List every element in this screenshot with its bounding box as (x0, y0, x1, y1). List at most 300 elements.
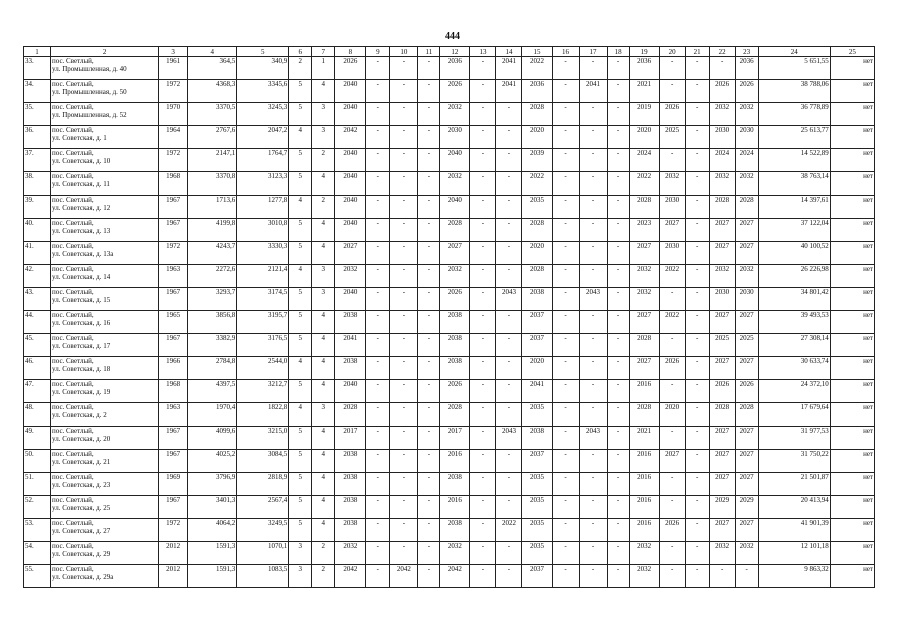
table-cell: 2016 (629, 472, 659, 495)
table-cell: 2147,1 (188, 149, 237, 172)
table-cell: - (496, 172, 522, 195)
table-cell: - (685, 334, 709, 357)
table-cell: - (390, 403, 418, 426)
table-cell: 2027 (659, 449, 685, 472)
table-cell: - (659, 426, 685, 449)
table-row (24, 426, 875, 449)
address-street: ул. Советская, д. 18 (52, 365, 111, 374)
table-cell: - (470, 149, 496, 172)
table-cell: 2022 (522, 172, 552, 195)
table-cell: 2037 (522, 565, 552, 588)
table-cell: 2030 (440, 126, 470, 149)
address-street: ул. Советская, д. 11 (52, 180, 110, 189)
column-header: 2 (51, 47, 159, 57)
table-cell: - (607, 380, 629, 403)
table-cell: - (418, 357, 440, 380)
table-cell: 2027 (735, 426, 758, 449)
address-locality: пос. Светлый, (52, 565, 94, 574)
address-locality: пос. Светлый, (52, 103, 94, 112)
table-cell: - (418, 495, 440, 518)
table-cell: - (496, 403, 522, 426)
address-cell (51, 264, 159, 287)
column-header: 1 (24, 47, 51, 57)
table-cell: - (418, 218, 440, 241)
table-cell: - (579, 403, 607, 426)
table-cell: 1967 (159, 195, 188, 218)
table-cell: 31 977,53 (758, 426, 830, 449)
address-street: ул. Советская, д. 23 (52, 480, 111, 489)
table-cell: - (607, 403, 629, 426)
column-header: 16 (552, 47, 579, 57)
row-number: 55. (24, 565, 51, 588)
table-row (24, 241, 875, 264)
table-cell: - (418, 57, 440, 80)
table-cell: 2022 (659, 311, 685, 334)
table-cell: 1 (312, 57, 335, 80)
table-cell: 4 (312, 334, 335, 357)
table-cell: - (552, 149, 579, 172)
table-cell: нет (830, 172, 874, 195)
address-street: ул. Советская, д. 15 (52, 295, 111, 304)
table-cell: нет (830, 57, 874, 80)
table-cell: 2016 (629, 518, 659, 541)
table-cell: - (496, 472, 522, 495)
table-cell: - (390, 311, 418, 334)
table-cell: 3796,9 (188, 472, 237, 495)
table-cell: 2032 (629, 565, 659, 588)
table-cell: - (390, 149, 418, 172)
table-cell: 2027 (735, 518, 758, 541)
table-row (24, 565, 875, 588)
table-cell: - (418, 287, 440, 310)
address-locality: пос. Светлый, (52, 449, 94, 458)
table-row (24, 103, 875, 126)
table-cell: - (390, 287, 418, 310)
table-cell: - (366, 357, 390, 380)
table-cell: - (607, 472, 629, 495)
table-cell: 2017 (335, 426, 366, 449)
address-locality: пос. Светлый, (52, 357, 94, 366)
table-cell: нет (830, 357, 874, 380)
table-cell: 2027 (735, 311, 758, 334)
table-cell: - (390, 541, 418, 564)
table-cell: 2032 (735, 172, 758, 195)
table-cell: 1713,6 (188, 195, 237, 218)
table-cell: - (607, 565, 629, 588)
table-cell: - (552, 472, 579, 495)
table-cell: 1967 (159, 426, 188, 449)
table-row (24, 518, 875, 541)
table-cell: 1972 (159, 149, 188, 172)
table-cell: - (470, 103, 496, 126)
table-cell: 20 413,94 (758, 495, 830, 518)
table-cell: - (496, 149, 522, 172)
table-cell: - (552, 541, 579, 564)
column-header: 4 (188, 47, 237, 57)
table-row (24, 172, 875, 195)
table-cell: 3401,3 (188, 495, 237, 518)
table-cell: - (579, 565, 607, 588)
table-cell: 1964 (159, 126, 188, 149)
table-cell: 2027 (335, 241, 366, 264)
table-cell: 2040 (335, 103, 366, 126)
address-cell (51, 311, 159, 334)
table-cell: - (496, 264, 522, 287)
table-cell: 2027 (629, 357, 659, 380)
table-row (24, 334, 875, 357)
table-cell: - (418, 472, 440, 495)
table-cell: 5 (289, 218, 312, 241)
table-cell: 2040 (335, 80, 366, 103)
table-cell: 5 (289, 103, 312, 126)
table-cell: - (496, 449, 522, 472)
table-cell: - (685, 195, 709, 218)
table-cell: 2038 (440, 334, 470, 357)
table-cell: 5 (289, 311, 312, 334)
table-cell: 1970,4 (188, 403, 237, 426)
address-locality: пос. Светлый, (52, 241, 94, 250)
table-cell: 2032 (335, 541, 366, 564)
table-cell: - (685, 149, 709, 172)
table-cell: 2041 (579, 80, 607, 103)
table-cell: 2027 (709, 426, 735, 449)
table-cell: - (470, 287, 496, 310)
table-cell: 2028 (629, 334, 659, 357)
table-cell: - (552, 518, 579, 541)
table-cell: 1822,8 (237, 403, 289, 426)
table-cell: - (366, 172, 390, 195)
table-cell: 2035 (522, 541, 552, 564)
address-cell (51, 334, 159, 357)
table-cell: 2036 (440, 57, 470, 80)
table-row (24, 80, 875, 103)
address-locality: пос. Светлый, (52, 149, 94, 158)
table-row (24, 495, 875, 518)
table-cell: 17 679,64 (758, 403, 830, 426)
table-cell: 34 801,42 (758, 287, 830, 310)
table-cell: 3 (312, 126, 335, 149)
table-cell: 1972 (159, 518, 188, 541)
row-number: 42. (24, 264, 51, 287)
table-cell: - (552, 449, 579, 472)
table-cell: 2027 (629, 311, 659, 334)
table-cell: - (552, 403, 579, 426)
table-cell: нет (830, 403, 874, 426)
address-street: ул. Советская, д. 12 (52, 203, 111, 212)
table-cell: нет (830, 565, 874, 588)
table-cell: 2035 (522, 495, 552, 518)
table-cell: 2032 (735, 264, 758, 287)
table-cell: - (390, 449, 418, 472)
table-cell: 2 (312, 565, 335, 588)
table-cell: 5 (289, 518, 312, 541)
table-cell: - (470, 403, 496, 426)
column-header: 19 (629, 47, 659, 57)
table-cell: - (470, 218, 496, 241)
table-cell: - (552, 218, 579, 241)
table-cell: - (607, 449, 629, 472)
table-cell: нет (830, 311, 874, 334)
table-cell: нет (830, 241, 874, 264)
table-cell: - (552, 195, 579, 218)
table-cell: - (607, 218, 629, 241)
table-cell: 2026 (659, 103, 685, 126)
table-cell: - (366, 518, 390, 541)
table-cell: 2027 (735, 241, 758, 264)
table-cell: 2024 (629, 149, 659, 172)
table-cell: - (659, 472, 685, 495)
table-cell: 2041 (496, 80, 522, 103)
table-cell: 1968 (159, 172, 188, 195)
address-street: ул. Советская, д. 29 (52, 549, 111, 558)
table-cell: 2038 (335, 311, 366, 334)
column-header: 22 (709, 47, 735, 57)
table-cell: - (579, 172, 607, 195)
table-cell: - (607, 264, 629, 287)
table-cell: - (366, 126, 390, 149)
table-row (24, 149, 875, 172)
address-locality: пос. Светлый, (52, 287, 94, 296)
address-locality: пос. Светлый, (52, 403, 94, 412)
table-cell: - (390, 380, 418, 403)
table-cell: нет (830, 518, 874, 541)
table-cell: - (607, 172, 629, 195)
table-cell: - (552, 426, 579, 449)
row-number: 51. (24, 472, 51, 495)
table-cell: 2040 (335, 287, 366, 310)
table-cell: 2020 (522, 241, 552, 264)
table-cell: 25 613,77 (758, 126, 830, 149)
table-cell: 2028 (629, 195, 659, 218)
address-cell (51, 172, 159, 195)
table-cell: - (496, 311, 522, 334)
table-cell: 2025 (659, 126, 685, 149)
table-cell: 4 (289, 126, 312, 149)
table-cell: - (685, 518, 709, 541)
column-number-header (24, 47, 875, 57)
row-number: 47. (24, 380, 51, 403)
table-cell: 5 (289, 495, 312, 518)
table-cell: 3195,7 (237, 311, 289, 334)
table-cell: 2020 (629, 126, 659, 149)
table-cell: - (390, 495, 418, 518)
table-cell: 4 (312, 218, 335, 241)
table-cell: 9 863,32 (758, 565, 830, 588)
table-cell: 2032 (709, 103, 735, 126)
column-header: 3 (159, 47, 188, 57)
table-cell: 5 (289, 149, 312, 172)
table-cell: - (470, 57, 496, 80)
table-cell: 4 (312, 172, 335, 195)
column-header: 25 (830, 47, 874, 57)
table-cell: - (659, 495, 685, 518)
table-cell: - (552, 311, 579, 334)
table-cell: - (709, 565, 735, 588)
table-cell: 2038 (335, 357, 366, 380)
table-cell: 1968 (159, 380, 188, 403)
address-street: ул. Промышленная, д. 52 (52, 111, 127, 120)
table-cell: - (685, 241, 709, 264)
table-cell: 1966 (159, 357, 188, 380)
address-locality: пос. Светлый, (52, 495, 94, 504)
table-cell: нет (830, 80, 874, 103)
table-cell: - (685, 57, 709, 80)
table-cell: нет (830, 287, 874, 310)
table-cell: 3330,3 (237, 241, 289, 264)
column-header: 14 (496, 47, 522, 57)
table-cell: 4 (312, 80, 335, 103)
table-cell: 2032 (735, 103, 758, 126)
table-cell: - (659, 80, 685, 103)
table-cell: 2032 (440, 264, 470, 287)
address-locality: пос. Светлый, (52, 218, 94, 227)
row-number: 49. (24, 426, 51, 449)
table-cell: - (552, 241, 579, 264)
table-cell: 3293,7 (188, 287, 237, 310)
table-cell: - (552, 57, 579, 80)
table-cell: - (470, 541, 496, 564)
table-cell: 2041 (522, 380, 552, 403)
table-cell: - (685, 565, 709, 588)
table-row (24, 195, 875, 218)
table-cell: 2032 (709, 172, 735, 195)
table-cell: 2028 (440, 403, 470, 426)
table-cell: 3212,7 (237, 380, 289, 403)
table-cell: 4397,5 (188, 380, 237, 403)
table-cell: 4 (289, 357, 312, 380)
table-cell: - (390, 80, 418, 103)
table-cell: 2017 (440, 426, 470, 449)
table-cell: нет (830, 334, 874, 357)
column-header: 21 (685, 47, 709, 57)
table-cell: 2040 (335, 172, 366, 195)
table-cell: 2040 (440, 149, 470, 172)
table-cell: 2032 (709, 541, 735, 564)
table-cell: - (418, 518, 440, 541)
table-cell: - (366, 449, 390, 472)
table-row (24, 287, 875, 310)
table-cell: 2024 (709, 149, 735, 172)
table-cell: нет (830, 426, 874, 449)
address-street: ул. Советская, д. 19 (52, 388, 111, 397)
table-cell: - (470, 195, 496, 218)
address-locality: пос. Светлый, (52, 472, 94, 481)
table-cell: - (607, 80, 629, 103)
table-cell: 2042 (335, 565, 366, 588)
page-number: 444 (445, 31, 460, 42)
table-cell: 41 901,39 (758, 518, 830, 541)
table-cell: 2784,8 (188, 357, 237, 380)
table-cell: - (552, 357, 579, 380)
table-cell: 2038 (522, 287, 552, 310)
table-cell: 4 (312, 357, 335, 380)
table-cell: 5 (289, 449, 312, 472)
table-cell: - (659, 287, 685, 310)
table-cell: 2027 (735, 449, 758, 472)
address-street: ул. Промышленная, д. 40 (52, 65, 127, 73)
table-cell: 1967 (159, 287, 188, 310)
table-cell: - (390, 103, 418, 126)
table-cell: 3215,0 (237, 426, 289, 449)
table-cell: 2028 (335, 403, 366, 426)
table-cell: 3 (312, 264, 335, 287)
table-cell: 2012 (159, 565, 188, 588)
table-cell: - (390, 241, 418, 264)
address-locality: пос. Светлый, (52, 264, 94, 273)
table-cell: 2 (289, 57, 312, 80)
row-number: 45. (24, 334, 51, 357)
table-cell: 2032 (709, 264, 735, 287)
table-cell: нет (830, 218, 874, 241)
row-number: 43. (24, 287, 51, 310)
address-cell (51, 103, 159, 126)
table-cell: 2035 (522, 518, 552, 541)
table-cell: 2038 (440, 357, 470, 380)
table-cell: - (579, 380, 607, 403)
table-cell: - (366, 334, 390, 357)
table-cell: - (607, 495, 629, 518)
table-cell: 5 (289, 287, 312, 310)
address-cell (51, 449, 159, 472)
table-cell: 4 (312, 380, 335, 403)
table-cell: - (470, 495, 496, 518)
address-locality: пос. Светлый, (52, 80, 94, 89)
table-cell: - (470, 264, 496, 287)
table-cell: - (685, 541, 709, 564)
table-cell: 1963 (159, 264, 188, 287)
table-cell: 2032 (440, 541, 470, 564)
table-cell: 4099,6 (188, 426, 237, 449)
table-cell: - (496, 103, 522, 126)
table-cell: 2016 (440, 449, 470, 472)
table-cell: - (685, 357, 709, 380)
address-cell (51, 426, 159, 449)
address-cell (51, 57, 159, 80)
table-cell: 2025 (709, 334, 735, 357)
table-cell: - (366, 287, 390, 310)
table-cell: 2037 (522, 449, 552, 472)
address-street: ул. Советская, д. 20 (52, 434, 111, 443)
address-street: ул. Советская, д. 13 (52, 226, 111, 235)
address-locality: пос. Светлый, (52, 541, 94, 550)
table-cell: 2030 (735, 287, 758, 310)
table-cell: - (418, 103, 440, 126)
table-cell: - (470, 126, 496, 149)
table-cell: - (607, 287, 629, 310)
table-cell: 3856,8 (188, 311, 237, 334)
address-cell (51, 241, 159, 264)
row-number: 33. (24, 57, 51, 80)
table-cell: нет (830, 449, 874, 472)
row-number: 41. (24, 241, 51, 264)
row-number: 46. (24, 357, 51, 380)
address-locality: пос. Светлый, (52, 57, 94, 65)
table-cell: 2028 (709, 195, 735, 218)
address-street: ул. Советская, д. 2 (52, 411, 107, 420)
header-row (24, 47, 875, 57)
table-cell: 2032 (335, 264, 366, 287)
table-cell: 31 750,22 (758, 449, 830, 472)
table-cell: - (390, 334, 418, 357)
table-cell: 4 (312, 311, 335, 334)
table-cell: - (552, 495, 579, 518)
table-cell: - (685, 495, 709, 518)
table-cell: 2026 (335, 57, 366, 80)
column-header: 24 (758, 47, 830, 57)
address-cell (51, 403, 159, 426)
row-number: 37. (24, 149, 51, 172)
table-cell: - (366, 403, 390, 426)
